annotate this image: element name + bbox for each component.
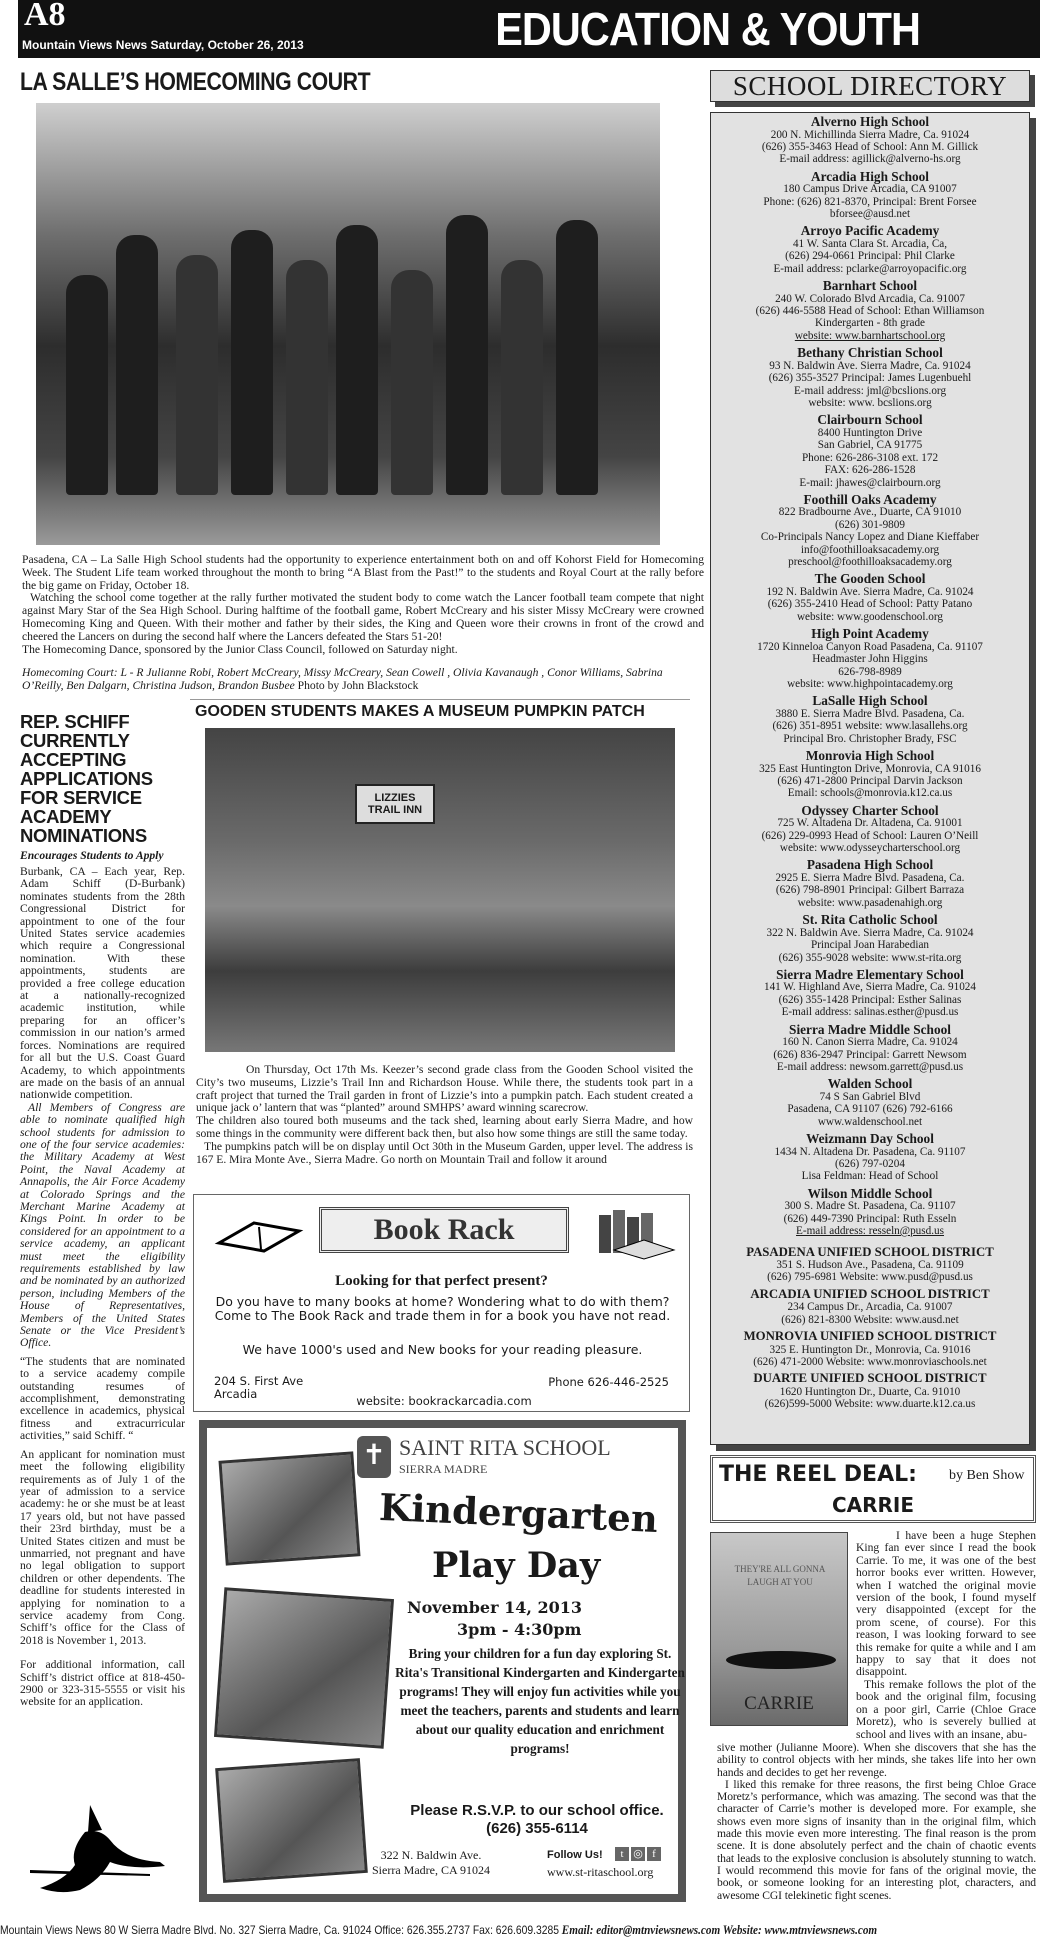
entry-line[interactable]: website: www.pasadenahigh.org xyxy=(797,896,943,909)
entry-name: DUARTE UNIFIED SCHOOL DISTRICT xyxy=(753,1371,987,1386)
rsvp-block xyxy=(392,1802,682,1838)
entry-line: 93 N. Baldwin Ave. Sierra Madre, Ca. 91024 xyxy=(769,359,971,372)
entry-line[interactable]: (626) 351-8951 website: www.lasallehs.org xyxy=(772,720,968,733)
blood-pool-graphic xyxy=(726,1651,836,1669)
bookrack-address xyxy=(214,1375,303,1401)
event-description: Bring your children for a fun day exploring St. Rita's Transitional Kindergarten and Kindergarten programs! They will enjoy fun activities while you meet the teachers, parents and students and learn about our quality education and enrichment programs! xyxy=(395,1646,685,1756)
entry-line: 41 W. Santa Clara St. Arcadia, Ca, xyxy=(792,237,948,250)
entry-line: (626) 449-7390 Principal: Ruth Esseln xyxy=(783,1212,957,1225)
entry-name: Monrovia High School xyxy=(805,748,935,764)
school-directory-list xyxy=(710,112,1030,1445)
entry-name: St. Rita Catholic School xyxy=(802,912,938,928)
cross-logo-icon: ✝ xyxy=(357,1436,391,1478)
bookrack-headline: Looking for that perfect present? xyxy=(335,1273,548,1289)
school-entry xyxy=(711,749,1029,800)
entry-line: (626) 446-5588 Head of School: Ethan Williamson xyxy=(755,305,985,318)
caption-names: Homecoming Court: L - R Julianne Robi, Robert McCreary, Missy McCreary, Sean Cowell , Olivia Kavanaugh , Conor Williams, Sabrina O’Reilly, Ben Dalgarn, Christina Judson, Brandon Busbee xyxy=(22,666,663,692)
st-rita-website[interactable]: www.st-ritaschool.org xyxy=(547,1865,654,1879)
pumpkin-patch-photo xyxy=(205,728,675,1052)
entry-line: Principal Bro. Christopher Brady, FSC xyxy=(783,732,957,745)
paragraph: The Homecoming Dance, sponsored by the Junior Class Council, followed on Saturday night. xyxy=(22,642,458,656)
stack-of-books-icon xyxy=(594,1205,679,1260)
entry-line[interactable]: website: www.highpointacademy.org xyxy=(787,677,953,690)
publication-date: Mountain Views News Saturday, October 26, 2013 xyxy=(22,38,304,52)
reel-deal-header xyxy=(710,1455,1036,1523)
entry-line[interactable]: Email: schools@monrovia.k12.ca.us xyxy=(787,787,953,800)
entry-line: San Gabriel, CA 91775 xyxy=(817,439,923,452)
entry-line: (626) 797-0204 xyxy=(835,1157,905,1170)
page-number: A8 xyxy=(24,0,66,33)
district-entry xyxy=(711,1288,1029,1326)
st-rita-school-name: SAINT RITA SCHOOL xyxy=(399,1435,611,1460)
facebook-icon[interactable]: f xyxy=(647,1847,661,1861)
entry-line: (626) 355-3463 Head of School: Ann M. Gillick xyxy=(761,140,979,153)
district-entry xyxy=(711,1246,1029,1284)
entry-line[interactable]: website: www.goodenschool.org xyxy=(796,610,944,623)
footer-contact[interactable]: Email: editor@mtnviewsnews.com Website: www.mtnviewsnews.com xyxy=(561,1922,878,1937)
event-title-line-2: Play Day xyxy=(432,1545,601,1586)
event-time: 3pm - 4:30pm xyxy=(457,1620,582,1639)
entry-name: Walden School xyxy=(827,1076,913,1092)
entry-line[interactable]: (626) 821-8300 Website: www.ausd.net xyxy=(781,1313,959,1326)
entry-line: Headmaster John Higgins xyxy=(812,653,928,666)
entry-name: Pasadena High School xyxy=(806,857,934,873)
entry-line: 325 E. Huntington Dr., Monrovia, Ca. 91016 xyxy=(769,1343,971,1356)
entry-name: Bethany Christian School xyxy=(797,345,943,361)
entry-line: Co-Principals Nancy Lopez and Diane Kieffaber xyxy=(760,531,980,544)
entry-line: Lisa Feldman: Head of School xyxy=(801,1170,939,1183)
entry-line[interactable]: www.waldenschool.net xyxy=(817,1115,923,1128)
entry-name: Weizmann Day School xyxy=(806,1131,934,1147)
school-entry xyxy=(711,413,1029,489)
school-directory-title: SCHOOL DIRECTORY xyxy=(710,70,1030,102)
lasalle-article-body xyxy=(22,554,704,656)
address-line: 204 S. First Ave xyxy=(214,1374,304,1388)
paragraph: I have been a huge Stephen King fan ever since I read the book Carrie. To me, it was one of the best horror books ever written. However, when I watched the original movie version of the book, I found myself very disappointed (except for the prom scene, of course). For this reason, I was looking forward to see this remake for quite a while and I am happy to say that it does not disappoint. xyxy=(856,1529,1036,1679)
entry-name: PASADENA UNIFIED SCHOOL DISTRICT xyxy=(746,1244,994,1259)
entry-name: Clairbourn School xyxy=(817,412,923,428)
entry-line: 300 S. Madre St. Pasadena, Ca. 91107 xyxy=(784,1200,956,1213)
bookrack-advertisement[interactable] xyxy=(193,1194,690,1412)
entry-line: (626) 294-0661 Principal: Phil Clarke xyxy=(785,250,955,263)
entry-line: (626) 798-8901 Principal: Gilbert Barraza xyxy=(775,884,965,897)
carrie-movie-poster xyxy=(710,1532,848,1726)
entry-name: The Gooden School xyxy=(814,571,926,587)
paragraph: Watching the school come together at the rally further motivated the student body to come watch the Lancer football team compete that night against Mary Star of the Sea High School. During halftime of the football game, Robert McCreary and his sister Missy McCreary were crowned Homecoming King and Queen. With their mother and father by their sides, the King and Queen wore their crowns in front of the crowd and cheered the Lancers on during the second half where the Lancers defeated the Stars 51-20! xyxy=(22,591,704,643)
entry-line[interactable]: preschool@foothilloaksacademy.org xyxy=(788,556,952,569)
lizzies-sign: LIZZIES TRAIL INN xyxy=(355,784,435,824)
address-line: 322 N. Baldwin Ave. xyxy=(380,1848,482,1862)
entry-line: 322 N. Baldwin Ave. Sierra Madre, Ca. 91024 xyxy=(766,926,974,939)
social-icons xyxy=(615,1847,663,1861)
entry-name: MONROVIA UNIFIED SCHOOL DISTRICT xyxy=(743,1329,997,1344)
paragraph: “The students that are nominated to a service academy compile outstanding resumes of accomplishment, demonstrating excellence in academics, physical fitness and extracurricular activities,” said Schiff. “ xyxy=(20,1354,185,1443)
byline: by Ben Show xyxy=(949,1468,1025,1483)
entry-line[interactable]: (626) 471-2000 Website: www.monroviaschools.net xyxy=(753,1356,987,1369)
entry-line: 180 Campus Drive Arcadia, CA 91007 xyxy=(783,183,957,196)
lasalle-headline: LA SALLE’S HOMECOMING COURT xyxy=(20,68,371,96)
entry-line: 325 East Huntington Drive, Monrovia, CA 91016 xyxy=(759,762,981,775)
entry-line[interactable]: E-mail address: agillick@alverno-hs.org xyxy=(779,153,961,166)
school-entry xyxy=(711,804,1029,855)
twitter-icon[interactable]: t xyxy=(615,1847,629,1861)
entry-line[interactable]: bforsee@ausd.net xyxy=(829,208,911,221)
entry-line: (626) 355-1428 Principal: Esther Salinas xyxy=(778,993,962,1006)
column-title: THE REEL DEAL: xyxy=(719,1462,917,1487)
entry-name: High Point Academy xyxy=(811,626,929,642)
entry-name: Wilson Middle School xyxy=(807,1185,933,1201)
paragraph: I liked this remake for three reasons, the first being Chloe Grace Moretz’s performance, which was amazing. The second was that the character of Carrie’s mother is developed more. For example, she shows even more signs of insanity than in the original film, which made this movie even more interesting. The final reason is the prom scene. It is done absolutely perfect and the chain of chaotic events that leads to the explosive conclusion is absolutely stunning to watch. I would recommend this movie for fans of the original movie, the book, or someone looking for an interesting plot, characters, and awesome CGI telekinetic fight scenes. xyxy=(717,1777,1036,1902)
entry-line: 2925 E. Sierra Madre Blvd. Pasadena, Ca. xyxy=(775,871,965,884)
entry-line: 8400 Huntington Drive xyxy=(817,426,923,439)
school-entry xyxy=(711,968,1029,1019)
entry-line: 725 W. Altadena Dr. Altadena, Ca. 91001 xyxy=(777,817,963,830)
footer-info: Mountain Views News 80 W Sierra Madre Blvd. No. 327 Sierra Madre, Ca. 91024 Office: 626.355.2737 Fax: 626.609.3285 xyxy=(0,1923,559,1937)
event-date: November 14, 2013 xyxy=(407,1598,583,1617)
review-body-below xyxy=(717,1742,1036,1902)
entry-line[interactable]: (626) 355-9028 website: www.st-rita.org xyxy=(778,951,962,964)
entry-line[interactable]: website: www.odysseycharterschool.org xyxy=(779,842,961,855)
entry-line: 3880 E. Sierra Madre Blvd. Pasadena, Ca. xyxy=(775,707,965,720)
masthead xyxy=(18,0,1040,58)
entry-line: 1434 N. Altadena Dr. Pasadena, Ca. 91107 xyxy=(774,1145,966,1158)
st-rita-address xyxy=(372,1848,490,1878)
paragraph: The children also toured both museums and the tack shed, learning about early Sierra Madre, and how some things in the community were different back then, but also how some things are still the same today. xyxy=(196,1114,693,1140)
entry-line: Pasadena, CA 91107 (626) 792-6166 xyxy=(787,1103,953,1116)
entry-name: Arcadia High School xyxy=(811,168,929,184)
class-photo xyxy=(214,1587,394,1748)
school-entry xyxy=(711,493,1029,569)
section-title: EDUCATION & YOUTH xyxy=(495,3,920,55)
rsvp-text: Please R.S.V.P. to our school office. xyxy=(410,1802,664,1819)
entry-line: 192 N. Baldwin Ave. Sierra Madre, Ca. 91024 xyxy=(766,585,974,598)
paragraph: Burbank, CA – Each year, Rep. Adam Schiff (D-Burbank) nominates students from the 28th Congressional District for appointment to one of the four United States service academies which require a Congressional nomination. With these appointments, students are provided a free college education at a nationally-recognized academic institution, while preparing for an officer’s commission in our nation’s armed forces. Nominations are required for all but the U.S. Coast Guard Academy, to which appointments are made on the basis of an annual nationwide competition. xyxy=(20,865,185,1102)
entry-name: Sierra Madre Elementary School xyxy=(776,966,964,982)
bookrack-website[interactable]: website: bookrackarcadia.com xyxy=(356,1394,532,1408)
entry-line: 234 Campus Dr., Arcadia, Ca. 91007 xyxy=(787,1301,953,1314)
entry-line[interactable]: E-mail address: salinas.esther@pusd.us xyxy=(781,1006,959,1019)
entry-line: 160 N. Canon Sierra Madre, Ca. 91024 xyxy=(782,1036,958,1049)
entry-line: FAX: 626-286-1528 xyxy=(824,464,916,477)
entry-line: 351 S. Hudson Ave., Pasadena, Ca. 91109 xyxy=(776,1259,964,1271)
entry-name: Alverno High School xyxy=(810,114,930,129)
paragraph: sive mother (Julianne Moore). When she discovers that she has the ability to control objects with her minds, she takes life into her own hands and decides to get her revenge. xyxy=(717,1741,1036,1779)
movie-title: CARRIE xyxy=(831,1493,915,1517)
bookrack-phone: Phone 626-446-2525 xyxy=(548,1375,669,1389)
school-entry xyxy=(711,115,1029,166)
bookrack-body-2: We have 1000's used and New books for your reading pleasure. xyxy=(242,1342,643,1357)
entry-line[interactable]: E-mail address: resseln@pusd.us xyxy=(796,1225,944,1238)
schiff-article-body xyxy=(20,866,185,1709)
entry-line: 141 W. Highland Ave, Sierra Madre, Ca. 91024 xyxy=(763,981,976,994)
entry-name: Odyssey Charter School xyxy=(801,802,939,818)
school-entry xyxy=(711,858,1029,909)
entry-line[interactable]: website: www.barnhartschool.org xyxy=(794,329,946,342)
entry-line: (626) 836-2947 Principal: Garrett Newsom xyxy=(773,1048,967,1061)
school-entry xyxy=(711,1023,1029,1074)
entry-name: Sierra Madre Middle School xyxy=(789,1021,951,1037)
entry-line: (626) 471-2800 Principal Darvin Jackson xyxy=(777,774,963,787)
school-entry xyxy=(711,224,1029,275)
paragraph: On Thursday, Oct 17th Ms. Keezer’s second grade class from the Gooden School visited the City’s two museums, Lizzie’s Trail Inn and Richardson House. While there, the students took part in a craft project that turned the Trail garden in front of Lizzie’s into a pumpkin patch. Each student created a unique jack o’ lantern that was “planted” around SMHPS’ award winning scarecrow. xyxy=(196,1063,693,1115)
school-entry xyxy=(711,279,1029,342)
entry-line: 200 N. Michillinda Sierra Madre, Ca. 91024 xyxy=(770,128,970,141)
entry-line[interactable]: E-mail address: jml@bcslions.org xyxy=(793,384,947,397)
entry-name: LaSalle High School xyxy=(812,693,928,709)
entry-line: 1620 Huntington Dr., Duarte, Ca. 91010 xyxy=(779,1385,961,1398)
schiff-subhead: Encourages Students to Apply xyxy=(20,849,164,862)
kids-photo xyxy=(219,1451,361,1565)
poster-tagline: THEY'RE ALL GONNA LAUGH AT YOU xyxy=(734,1564,826,1587)
entry-line[interactable]: website: www. bcslions.org xyxy=(808,397,932,409)
playground-photo xyxy=(215,1758,368,1883)
st-rita-advertisement[interactable] xyxy=(199,1420,686,1902)
poster-title: CARRIE xyxy=(744,1693,814,1714)
gooden-headline: GOODEN STUDENTS MAKES A MUSEUM PUMPKIN PATCH xyxy=(195,703,645,720)
school-entry xyxy=(711,1187,1029,1238)
school-entry xyxy=(711,170,1029,221)
school-entry xyxy=(711,572,1029,623)
entry-line[interactable]: E-mail: jhawes@clairbourn.org xyxy=(799,476,941,489)
st-rita-city: SIERRA MADRE xyxy=(399,1462,488,1476)
entry-line: 74 S San Gabriel Blvd xyxy=(819,1090,921,1103)
paragraph: The pumpkins patch will be on display until Oct 30th in the Museum Garden, upper level. The address is 167 E. Mira Monte Ave., Sierra Madre. Go north on Mountain Trail and follow it around xyxy=(196,1139,693,1166)
photo-caption xyxy=(22,666,704,692)
district-entry xyxy=(711,1330,1029,1368)
follow-us-label: Follow Us! xyxy=(547,1849,603,1861)
school-entry xyxy=(711,627,1029,690)
paragraph: All Members of Congress are able to nominate qualified high school students for admission to one of the four service academies: the Military Academy at West Point, the Naval Academy at Annapolis, the Air Force Academy at Colorado Springs and the Merchant Marine Academy at Kings Point. In order to be considered for an appointment to a service academy, an applicant must meet the eligibility requirements established by law and be nominated by an authorized person, including Members of the House of Representatives, Members of the United States Senate or the Vice President’s Office. xyxy=(20,1100,185,1350)
paragraph: This remake follows the plot of the book and the original film, focusing on a poor girl, Carrie (Chloe Grace Moretz), who is severely bullied at school and lives with an insane, abu- xyxy=(856,1677,1036,1741)
divider xyxy=(190,699,690,700)
entry-line: 626-798-8989 xyxy=(838,665,902,678)
bookrack-body: Do you have to many books at home? Wondering what to do with them? Come to The Book Rack and trade them in for a book you have not read. xyxy=(214,1294,671,1323)
entry-line[interactable]: E-mail address: pclarke@arroyopacific.org xyxy=(773,262,967,275)
entry-line[interactable]: E-mail address: newsom.garrett@pusd.us xyxy=(776,1060,964,1073)
entry-name: Arroyo Pacific Academy xyxy=(800,223,940,239)
entry-line: (626) 355-2410 Head of School: Patty Patano xyxy=(767,598,973,611)
homecoming-court-photo xyxy=(36,103,660,545)
entry-line[interactable]: (626)599-5000 Website: www.duarte.k12.ca.us xyxy=(764,1398,976,1411)
schiff-headline: REP. SCHIFF CURRENTLY ACCEPTING APPLICATIONS FOR SERVICE ACADEMY NOMINATIONS xyxy=(20,711,153,846)
entry-name: ARCADIA UNIFIED SCHOOL DISTRICT xyxy=(750,1286,990,1301)
entry-line: Phone: 626-286-3108 ext. 172 xyxy=(801,451,939,464)
address-line: Sierra Madre, CA 91024 xyxy=(372,1863,490,1877)
entry-line: (626) 229-0993 Head of School: Lauren O’Neill xyxy=(761,829,979,842)
address-line: Arcadia xyxy=(214,1387,258,1401)
photo-credit: Photo by John Blackstock xyxy=(297,679,419,692)
entry-line: Phone: (626) 821-8370, Principal: Brent Forsee xyxy=(763,195,977,208)
entry-line: Kindergarten - 8th grade xyxy=(814,317,926,330)
entry-line: (626) 301-9809 xyxy=(835,518,905,531)
bookrack-logo: Book Rack xyxy=(319,1207,569,1253)
school-entry xyxy=(711,346,1029,409)
open-book-icon xyxy=(214,1213,304,1253)
gooden-article-body xyxy=(196,1064,693,1166)
school-entry xyxy=(711,1077,1029,1128)
entry-line: 822 Bradbourne Ave., Duarte, CA 91010 xyxy=(778,506,962,519)
school-entry xyxy=(711,913,1029,964)
entry-name: Foothill Oaks Academy xyxy=(803,491,937,507)
event-title-line-1: Kindergarten xyxy=(378,1484,659,1542)
paragraph: For additional information, call Schiff’s district office at 818-450-2900 or 323-315-5555 or visit his website for an application. xyxy=(20,1658,185,1709)
entry-line[interactable]: (626) 795-6981 Website: www.pusd@pusd.us xyxy=(767,1271,973,1284)
district-entry xyxy=(711,1372,1029,1410)
entry-line[interactable]: info@foothilloaksacademy.org xyxy=(800,543,940,556)
paragraph: An applicant for nomination must meet the following eligibility requirements as of July 1 of the year of admission to a service academy: he or she must be at least 17 years old, but not have passed their 23rd birthday, must be a United States citizen and must be unmarried, not pregnant and have no legal obligation to support children or other dependents. The deadline for students interested in applying for nomination to a service academy from Cong. Schiff’s office for the Class of 2018 is November 1, 2013. xyxy=(20,1447,185,1647)
entry-name: Barnhart School xyxy=(822,278,918,294)
review-body-beside xyxy=(856,1530,1036,1741)
entry-line: 1720 Kinneloa Canyon Road Pasadena, Ca. 91107 xyxy=(757,640,983,653)
instagram-icon[interactable]: ◎ xyxy=(631,1847,645,1861)
page-footer xyxy=(0,1922,908,1938)
entry-line: Principal Joan Harabedian xyxy=(810,939,930,952)
witch-silhouette-icon xyxy=(30,1800,170,1900)
entry-line: 240 W. Colorado Blvd Arcadia, Ca. 91007 xyxy=(775,292,965,305)
school-entry xyxy=(711,694,1029,745)
entry-line: (626) 355-3527 Principal: James Lugenbuehl xyxy=(768,372,972,385)
paragraph: Pasadena, CA – La Salle High School students had the opportunity to experience entertainment both on and off Kohorst Field for Homecoming Week. The Student Life team worked throughout the month to bring “A Blast from the Past!” to the students and Royal Court at the rally before the big game on Friday, October 18. xyxy=(22,553,704,592)
rsvp-phone: (626) 355-6114 xyxy=(486,1820,588,1837)
school-entry xyxy=(711,1132,1029,1183)
